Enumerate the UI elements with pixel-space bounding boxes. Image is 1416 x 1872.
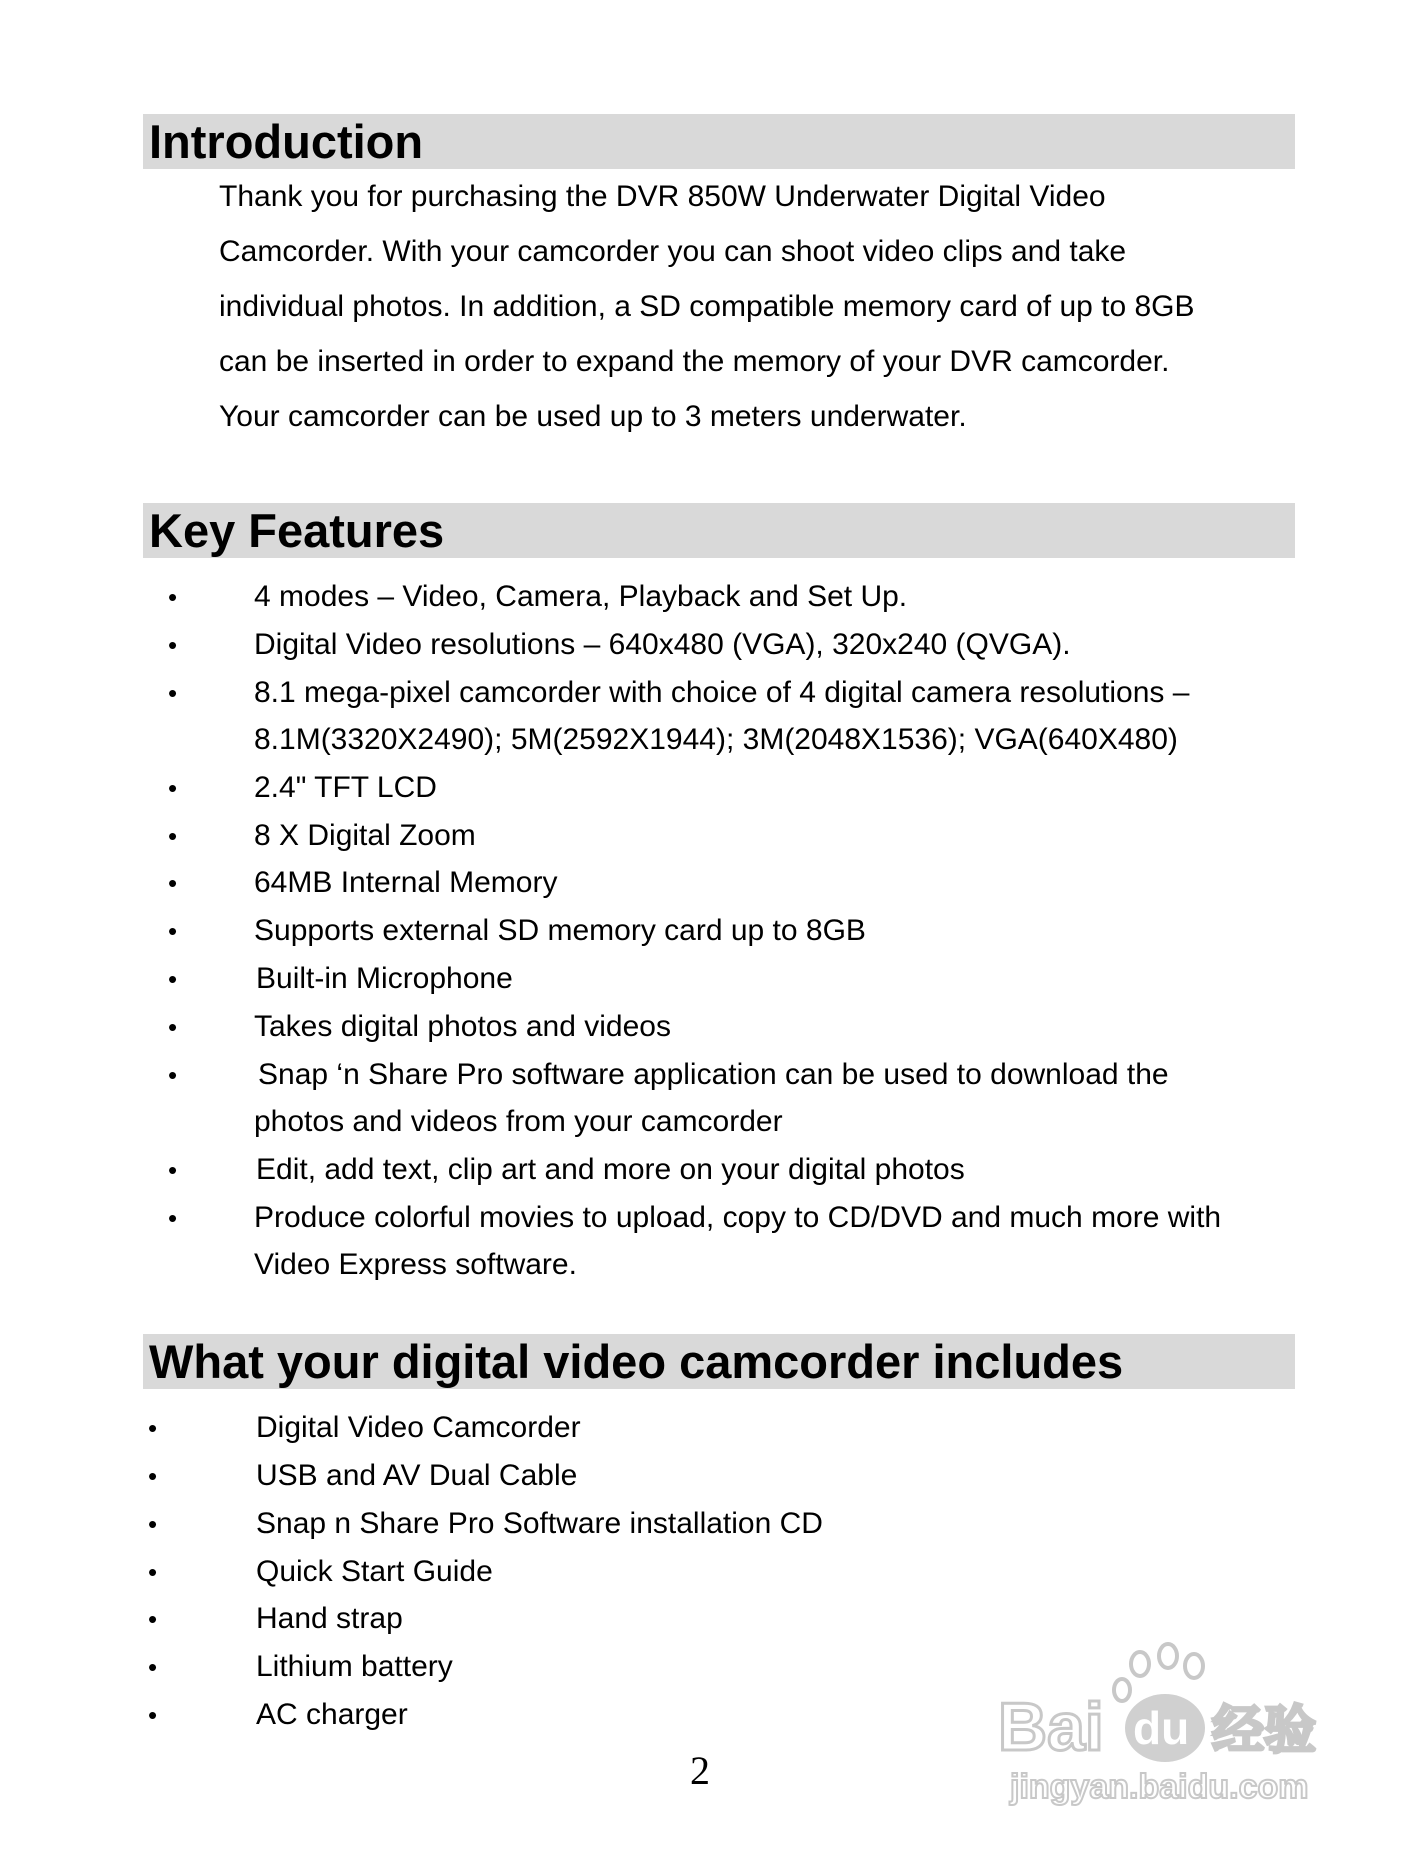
feature-text: Edit, add text, clip art and more on your digital photos [256,1153,965,1186]
include-text: Lithium battery [256,1650,453,1683]
watermark-url: jingyan.baidu.com [1010,1768,1309,1806]
feature-text: Built-in Microphone [256,962,513,995]
bullet-icon: • [168,964,178,994]
include-text: Snap n Share Pro Software installation CD [256,1507,823,1540]
feature-text: 8.1 mega-pixel camcorder with choice of 4 digital camera resolutions – [254,676,1190,709]
baidu-watermark-icon [990,1640,1330,1810]
bullet-icon: • [148,1700,158,1730]
bullet-icon: • [148,1652,158,1682]
section-heading-key-features: Key Features [143,503,1295,558]
bullet-icon: • [168,1203,178,1233]
feature-text: photos and videos from your camcorder [254,1105,783,1138]
page-number: 2 [690,1748,710,1793]
bullet-icon: • [168,916,178,946]
feature-text: Video Express software. [254,1248,577,1281]
include-text: USB and AV Dual Cable [256,1459,578,1492]
bullet-icon: • [168,1155,178,1185]
feature-text: 8 X Digital Zoom [254,819,476,852]
bullet-icon: • [148,1604,158,1634]
bullet-icon: • [148,1509,158,1539]
bullet-icon: • [168,678,178,708]
watermark-brand-left: Bai [998,1689,1104,1765]
include-text: Digital Video Camcorder [256,1411,581,1444]
feature-text: 8.1M(3320X2490); 5M(2592X1944); 3M(2048X1536); VGA(640X480) [254,723,1178,756]
section-heading-includes: What your digital video camcorder includes [143,1334,1295,1389]
intro-line: Thank you for purchasing the DVR 850W Underwater Digital Video [219,180,1106,213]
bullet-icon: • [148,1413,158,1443]
bullet-icon: • [168,1060,178,1090]
bullet-icon: • [168,630,178,660]
feature-text: Supports external SD memory card up to 8GB [254,914,866,947]
feature-text: Takes digital photos and videos [254,1010,671,1043]
feature-text: Snap ‘n Share Pro software application can be used to download the [258,1058,1169,1091]
feature-text: Produce colorful movies to upload, copy to CD/DVD and much more with [254,1201,1222,1234]
feature-text: 64MB Internal Memory [254,866,558,899]
feature-text: 2.4" TFT LCD [254,771,437,804]
bullet-icon: • [168,773,178,803]
bullet-icon: • [148,1461,158,1491]
watermark-brand-right: du [1133,1702,1190,1754]
watermark-brand-cn: 经验 [1212,1701,1317,1761]
include-text: AC charger [256,1698,408,1731]
include-text: Quick Start Guide [256,1555,493,1588]
intro-line: individual photos. In addition, a SD compatible memory card of up to 8GB [219,290,1195,323]
bullet-icon: • [168,582,178,612]
bullet-icon: • [168,1012,178,1042]
feature-text: 4 modes – Video, Camera, Playback and Set Up. [254,580,908,613]
include-text: Hand strap [256,1602,403,1635]
bullet-icon: • [148,1557,158,1587]
bullet-icon: • [168,821,178,851]
section-heading-introduction: Introduction [143,114,1295,169]
intro-line: can be inserted in order to expand the memory of your DVR camcorder. [219,345,1170,378]
feature-text: Digital Video resolutions – 640x480 (VGA), 320x240 (QVGA). [254,628,1071,661]
paw-icon [1114,1644,1203,1701]
intro-line: Camcorder. With your camcorder you can shoot video clips and take [219,235,1127,268]
intro-line: Your camcorder can be used up to 3 meters underwater. [219,400,967,433]
bullet-icon: • [168,868,178,898]
